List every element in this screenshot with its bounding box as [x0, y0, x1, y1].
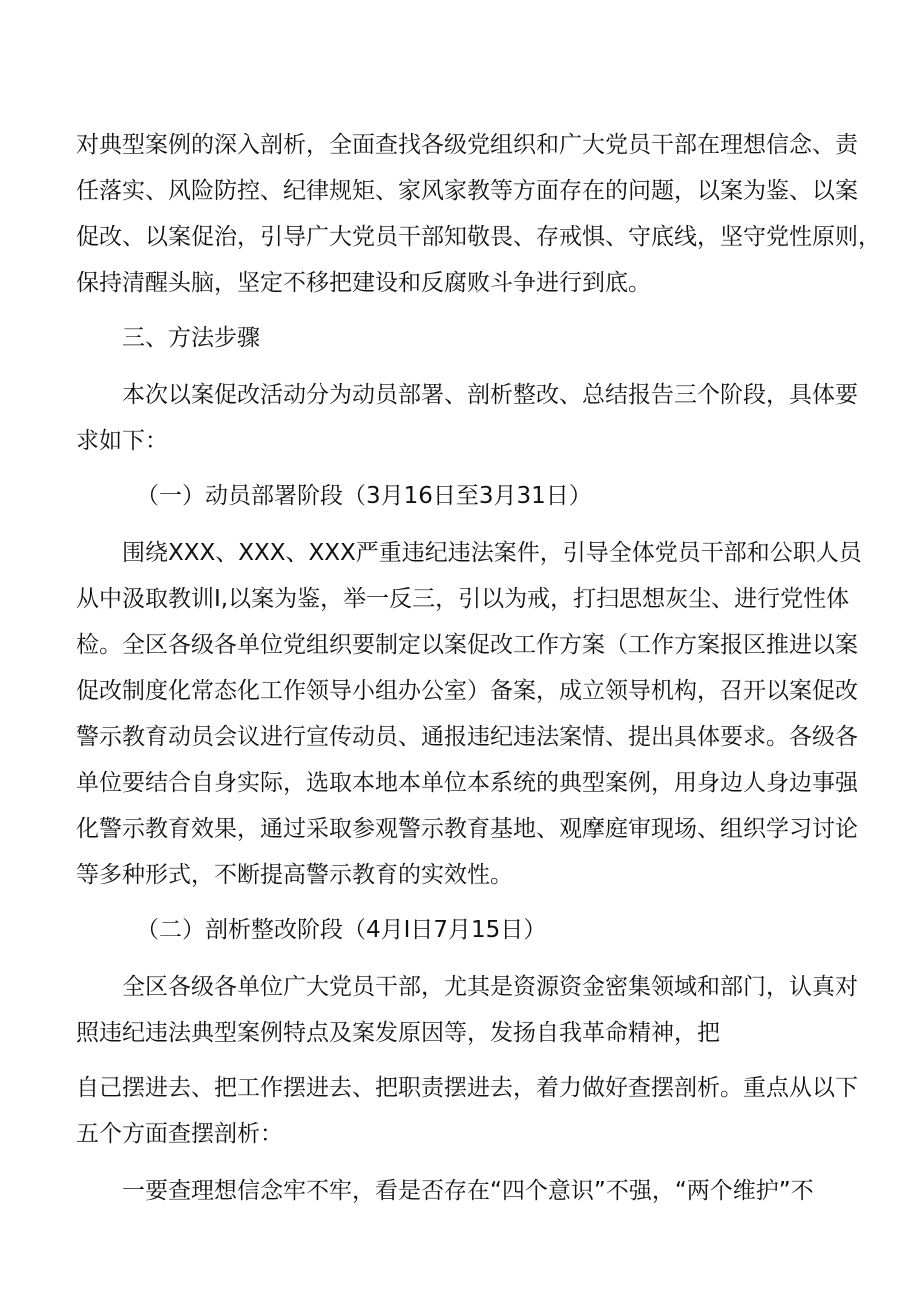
body-text-line: 警示教育动员会议进行宣传动员、通报违纪违法案情、提出具体要求。各级各 [76, 724, 858, 750]
body-text-line: 一要查理想信念牢不牢，看是否存在“四个意识”不强，“两个维护”不 [122, 1178, 814, 1204]
body-text-line: 单位要结合自身实际，选取本地本单位本系统的典型案例，用身边人身边事强 [76, 770, 858, 796]
body-text-line: 促改制度化常态化工作领导小组办公室）备案，成立领导机构，召开以案促改 [76, 678, 858, 704]
body-text-line: 全区各级各单位广大党员干部，尤其是资源资金密集领域和部门，认真对 [122, 974, 858, 1000]
stage-heading: （一）动员部署阶段（3月16日至3月31日） [136, 483, 592, 509]
body-text-line: 围绕XXX、XXX、XXX严重违纪违法案件，引导全体党员干部和公职人员 [122, 540, 862, 566]
body-text-line: 求如下： [76, 428, 168, 454]
body-text-line: 任落实、风险防控、纪律规矩、家风家教等方面存在的问题，以案为鉴、以案 [76, 178, 858, 204]
body-text-line: 本次以案促改活动分为动员部署、剖析整改、总结报告三个阶段，具体要 [122, 382, 858, 408]
body-text-line: 自己摆进去、把工作摆进去、把职责摆进去，着力做好查摆剖析。重点从以下 [76, 1075, 858, 1101]
body-text-line: 对典型案例的深入剖析，全面查找各级党组织和广大党员干部在理想信念、责 [76, 132, 858, 158]
section-heading: 三、方法步骤 [122, 325, 260, 351]
body-text-line: 化警示教育效果，通过采取参观警示教育基地、观摩庭审现场、组织学习讨论 [76, 816, 858, 842]
body-text-line: 保持清醒头脑，坚定不移把建设和反腐败斗争进行到底。 [76, 270, 651, 296]
stage-heading: （二）剖析整改阶段（4月I日7月15日） [136, 917, 547, 943]
body-text-line: 照违纪违法典型案例特点及案发原因等，发扬自我革命精神，把 [76, 1020, 720, 1046]
body-text-line: 从中汲取教训I,以案为鉴，举一反三，引以为戒，打扫思想灰尘、进行党性体 [76, 586, 850, 612]
body-text-line: 等多种形式，不断提高警示教育的实效性。 [76, 862, 513, 888]
body-text-line: 促改、以案促治，引导广大党员干部知敬畏、存戒惧、守底线，坚守党性原则， [76, 224, 881, 250]
body-text-line: 检。全区各级各单位党组织要制定以案促改工作方案（工作方案报区推进以案 [76, 632, 858, 658]
body-text-line: 五个方面查摆剖析： [76, 1121, 283, 1147]
